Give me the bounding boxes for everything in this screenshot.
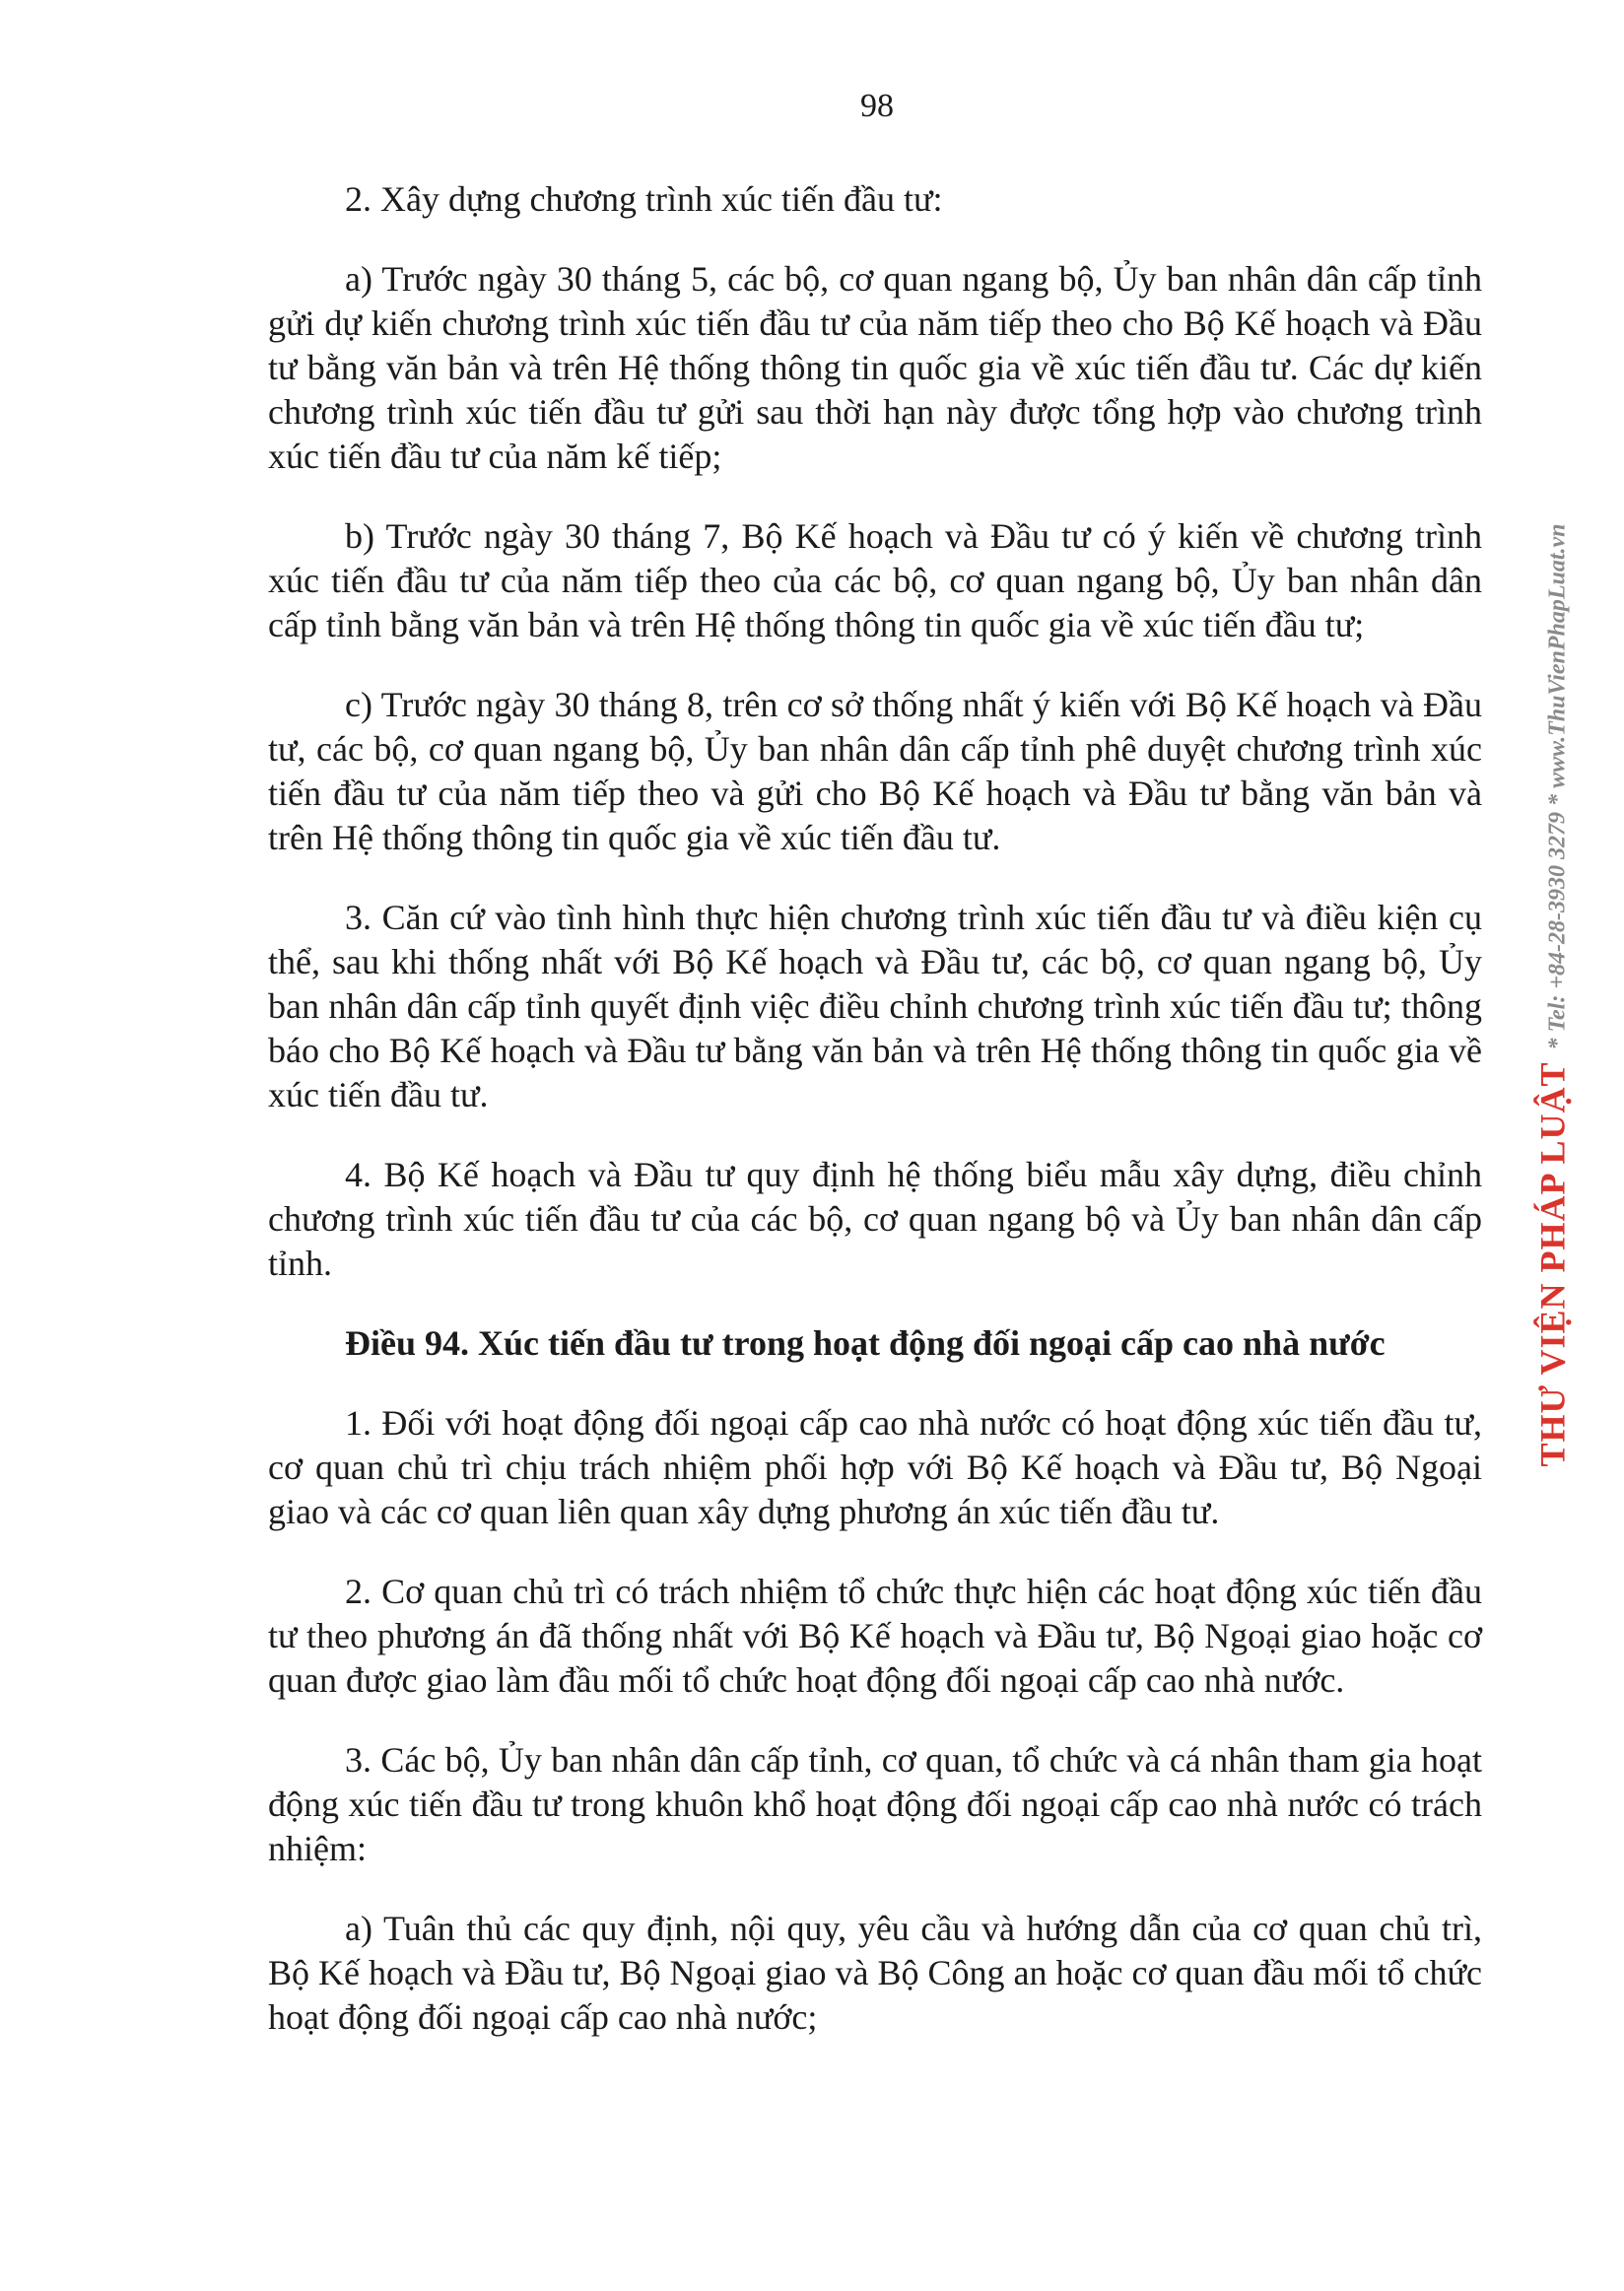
paragraph-point-a: a) Trước ngày 30 tháng 5, các bộ, cơ quan ngang bộ, Ủy ban nhân dân cấp tỉnh gửi dự kiến chương trình xúc tiến đầu tư của năm tiếp theo cho Bộ Kế hoạch và Đầu tư bằng văn bản và trên Hệ thống thông tin quốc gia về xúc tiến đầu tư. Các dự kiến chương trình xúc tiến đầu tư gửi sau thời hạn này được tổng hợp vào chương trình xúc tiến đầu tư của năm kế tiếp; [268,259,1482,476]
watermark-text [1531,524,1573,1467]
paragraph-article-94-clause-3: 3. Các bộ, Ủy ban nhân dân cấp tỉnh, cơ quan, tổ chức và cá nhân tham gia hoạt động xúc tiến đầu tư trong khuôn khổ hoạt động đối ngoại cấp cao nhà nước có trách nhiệm: [268,1740,1482,1868]
paragraph-clause-4: 4. Bộ Kế hoạch và Đầu tư quy định hệ thống biểu mẫu xây dựng, điều chỉnh chương trình xúc tiến đầu tư của các bộ, cơ quan ngang bộ và Ủy ban nhân dân cấp tỉnh. [268,1155,1482,1283]
paragraph-clause-2: 2. Xây dựng chương trình xúc tiến đầu tư: [345,179,943,219]
paragraph-clause-3: 3. Căn cứ vào tình hình thực hiện chương trình xúc tiến đầu tư và điều kiện cụ thể, sau khi thống nhất với Bộ Kế hoạch và Đầu tư, các bộ, cơ quan ngang bộ, Ủy ban nhân dân cấp tỉnh quyết định việc điều chỉnh chương trình xúc tiến đầu tư; thông báo cho Bộ Kế hoạch và Đầu tư bằng văn bản và trên Hệ thống thông tin quốc gia về xúc tiến đầu tư. [268,898,1482,1114]
paragraph-article-94-clause-2: 2. Cơ quan chủ trì có trách nhiệm tổ chức thực hiện các hoạt động xúc tiến đầu tư theo phương án đã thống nhất với Bộ Kế hoạch và Đầu tư, Bộ Ngoại giao hoặc cơ quan được giao làm đầu mối tổ chức hoạt động đối ngoại cấp cao nhà nước. [268,1572,1482,1700]
paragraph-article-94-point-a: a) Tuân thủ các quy định, nội quy, yêu cầu và hướng dẫn của cơ quan chủ trì, Bộ Kế hoạch và Đầu tư, Bộ Ngoại giao và Bộ Công an hoặc cơ quan đầu mối tổ chức hoạt động đối ngoại cấp cao nhà nước; [268,1909,1482,2037]
watermark [1518,522,1587,1468]
watermark-contact: * Tel: +84-28-3930 3279 * www.ThuVienPhapLuat.vn [1544,523,1570,1050]
watermark-brand: THƯ VIỆN PHÁP LUẬT [1532,1061,1572,1467]
page-number: 98 [860,88,894,124]
article-94-heading: Điều 94. Xúc tiến đầu tư trong hoạt động đối ngoại cấp cao nhà nước [345,1323,1386,1363]
paragraph-article-94-clause-1: 1. Đối với hoạt động đối ngoại cấp cao nhà nước có hoạt động xúc tiến đầu tư, cơ quan chủ trì chịu trách nhiệm phối hợp với Bộ Kế hoạch và Đầu tư, Bộ Ngoại giao và các cơ quan liên quan xây dựng phương án xúc tiến đầu tư. [268,1403,1482,1531]
paragraph-point-c: c) Trước ngày 30 tháng 8, trên cơ sở thống nhất ý kiến với Bộ Kế hoạch và Đầu tư, các bộ, cơ quan ngang bộ, Ủy ban nhân dân cấp tỉnh phê duyệt chương trình xúc tiến đầu tư của năm tiếp theo và gửi cho Bộ Kế hoạch và Đầu tư bằng văn bản và trên Hệ thống thông tin quốc gia về xúc tiến đầu tư. [268,685,1482,857]
paragraph-point-b: b) Trước ngày 30 tháng 7, Bộ Kế hoạch và Đầu tư có ý kiến về chương trình xúc tiến đầu tư của năm tiếp theo của các bộ, cơ quan ngang bộ, Ủy ban nhân dân cấp tỉnh bằng văn bản và trên Hệ thống thông tin quốc gia về xúc tiến đầu tư; [268,516,1482,644]
document-body [268,177,1482,2075]
